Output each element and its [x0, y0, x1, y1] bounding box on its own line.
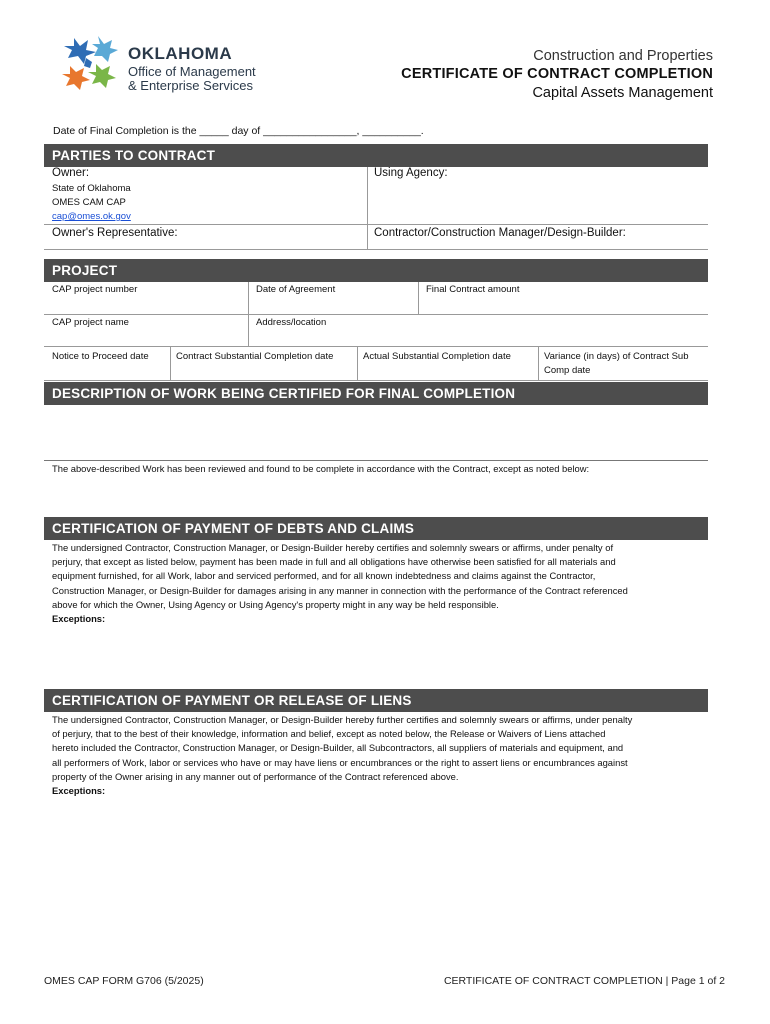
debts-line: above for which the Owner, Using Agency or Using Agency's property might in any way be held responsible.: [52, 598, 499, 610]
project-col-divider-5: [538, 346, 539, 380]
project-row2-line: [44, 346, 708, 347]
liens-line: hereto included the Contractor, Construction Manager, or Design-Builder, all Subcontractors, all suppliers of materials and equipment, and: [52, 742, 624, 754]
description-statement: The above-described Work has been reviewed and found to be complete in accordance with the Contract, except as noted below:: [52, 463, 590, 474]
project-row3-line: [44, 380, 708, 381]
variance-field-line2: Comp date: [544, 365, 591, 376]
liens-line: The undersigned Contractor, Construction Manager, or Design-Builder hereby further certifies and solemnly swears or affirms, under penalty: [52, 714, 633, 725]
parties-row-divider: [44, 224, 708, 225]
owner-label: Owner:: [52, 167, 90, 179]
cap-project-number-field[interactable]: CAP project number: [52, 284, 138, 295]
liens-exceptions-label: Exceptions:: [52, 785, 106, 797]
org-subtitle-1: Office of Management: [128, 64, 256, 79]
address-location-field[interactable]: Address/location: [256, 317, 327, 328]
division-title: Capital Assets Management: [532, 85, 713, 101]
liens-heading: CERTIFICATION OF PAYMENT OR RELEASE OF LIENS: [44, 689, 708, 712]
using-agency-label: Using Agency:: [374, 167, 448, 179]
liens-line: all performers of Work, labor or services who have or may have liens or encumbrances or the right to assert liens or encumbrances against: [52, 756, 628, 768]
owner-name: State of Oklahoma: [52, 183, 131, 194]
parties-divider: [367, 167, 368, 249]
liens-line: of perjury, that to the best of their knowledge, information and belief, except as noted below, the Release or Waivers of Liens attached: [52, 728, 606, 740]
form-title: CERTIFICATE OF CONTRACT COMPLETION: [401, 66, 713, 82]
debts-line: equipment furnished, for all Work, labor and serviced performed, and for all known indebtedness and claims against the Contractor,: [52, 570, 596, 582]
form-id: OMES CAP FORM G706 (5/2025): [44, 975, 204, 987]
description-input-line[interactable]: [44, 460, 708, 461]
cap-project-name-field[interactable]: CAP project name: [52, 317, 129, 328]
parties-heading: PARTIES TO CONTRACT: [44, 144, 708, 167]
completion-date-line[interactable]: Date of Final Completion is the _____ day of ________________, __________.: [53, 125, 424, 137]
org-subtitle-2: & Enterprise Services: [128, 78, 253, 93]
date-of-agreement-field[interactable]: Date of Agreement: [256, 284, 336, 295]
org-name: OKLAHOMA: [128, 44, 233, 63]
owner-email-link[interactable]: cap@omes.ok.gov: [52, 211, 131, 222]
debts-line: perjury, that except as listed below, payment has been made in full and all obligations have otherwise been satisfied for all materials and: [52, 556, 616, 568]
department-title: Construction and Properties: [533, 48, 713, 64]
final-contract-amount-field[interactable]: Final Contract amount: [426, 284, 520, 295]
liens-certification-text: [52, 713, 702, 798]
project-col-divider-3: [170, 346, 171, 380]
variance-field-line1[interactable]: Variance (in days) of Contract Sub: [544, 351, 689, 362]
page-label: CERTIFICATE OF CONTRACT COMPLETION | Page 1 of 2: [443, 975, 725, 987]
debts-certification-text: [52, 541, 702, 626]
description-heading: DESCRIPTION OF WORK BEING CERTIFIED FOR FINAL COMPLETION: [44, 382, 708, 405]
project-col-divider-4: [357, 346, 358, 380]
owner-rep-label: Owner's Representative:: [52, 227, 178, 239]
liens-line: property of the Owner arising in any manner out of performance of the Contract referenced above.: [52, 770, 459, 782]
debts-line: Construction Manager, or Design-Builder for damages arising in any manner in connection with the performance of the Contract referenced: [52, 584, 628, 596]
project-col-divider-2: [418, 282, 419, 314]
project-col-divider-1: [248, 282, 249, 346]
debts-heading: CERTIFICATION OF PAYMENT OF DEBTS AND CLAIMS: [44, 517, 708, 540]
debts-line: The undersigned Contractor, Construction Manager, or Design-Builder hereby certifies and solemnly swears or affirms, under penalty of: [52, 542, 614, 553]
actual-sub-completion-field[interactable]: Actual Substantial Completion date: [363, 351, 511, 362]
contractor-label: Contractor/Construction Manager/Design-Builder:: [374, 227, 626, 239]
project-row1-line: [44, 314, 708, 315]
project-heading: PROJECT: [44, 259, 708, 282]
omes-logo-icon: [58, 34, 126, 96]
debts-exceptions-label: Exceptions:: [52, 613, 106, 625]
parties-bottom-line: [44, 249, 708, 250]
notice-to-proceed-field[interactable]: Notice to Proceed date: [52, 351, 149, 362]
contract-sub-completion-field[interactable]: Contract Substantial Completion date: [176, 351, 334, 362]
owner-dept: OMES CAM CAP: [52, 197, 126, 208]
